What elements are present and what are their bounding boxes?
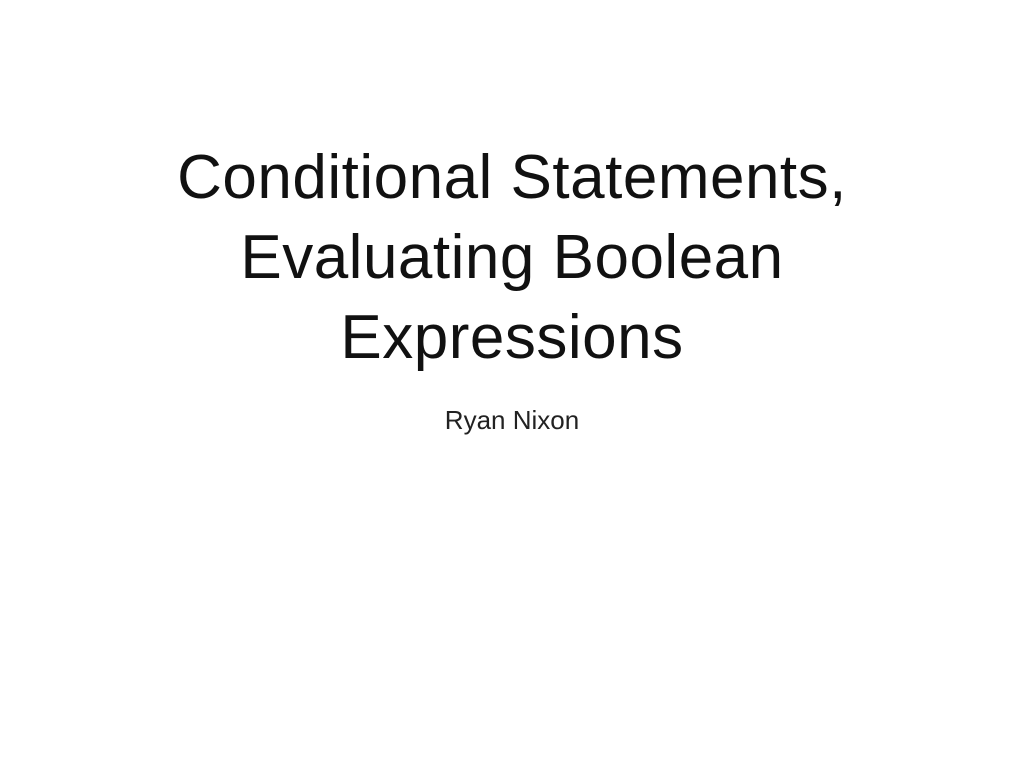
title-line-1: Conditional Statements, — [177, 143, 847, 212]
slide-subtitle-author: Ryan Nixon — [444, 405, 580, 435]
slide-title — [0, 138, 1024, 378]
title-line-3: Expressions — [340, 303, 684, 372]
title-line-2: Evaluating Boolean — [240, 223, 784, 292]
